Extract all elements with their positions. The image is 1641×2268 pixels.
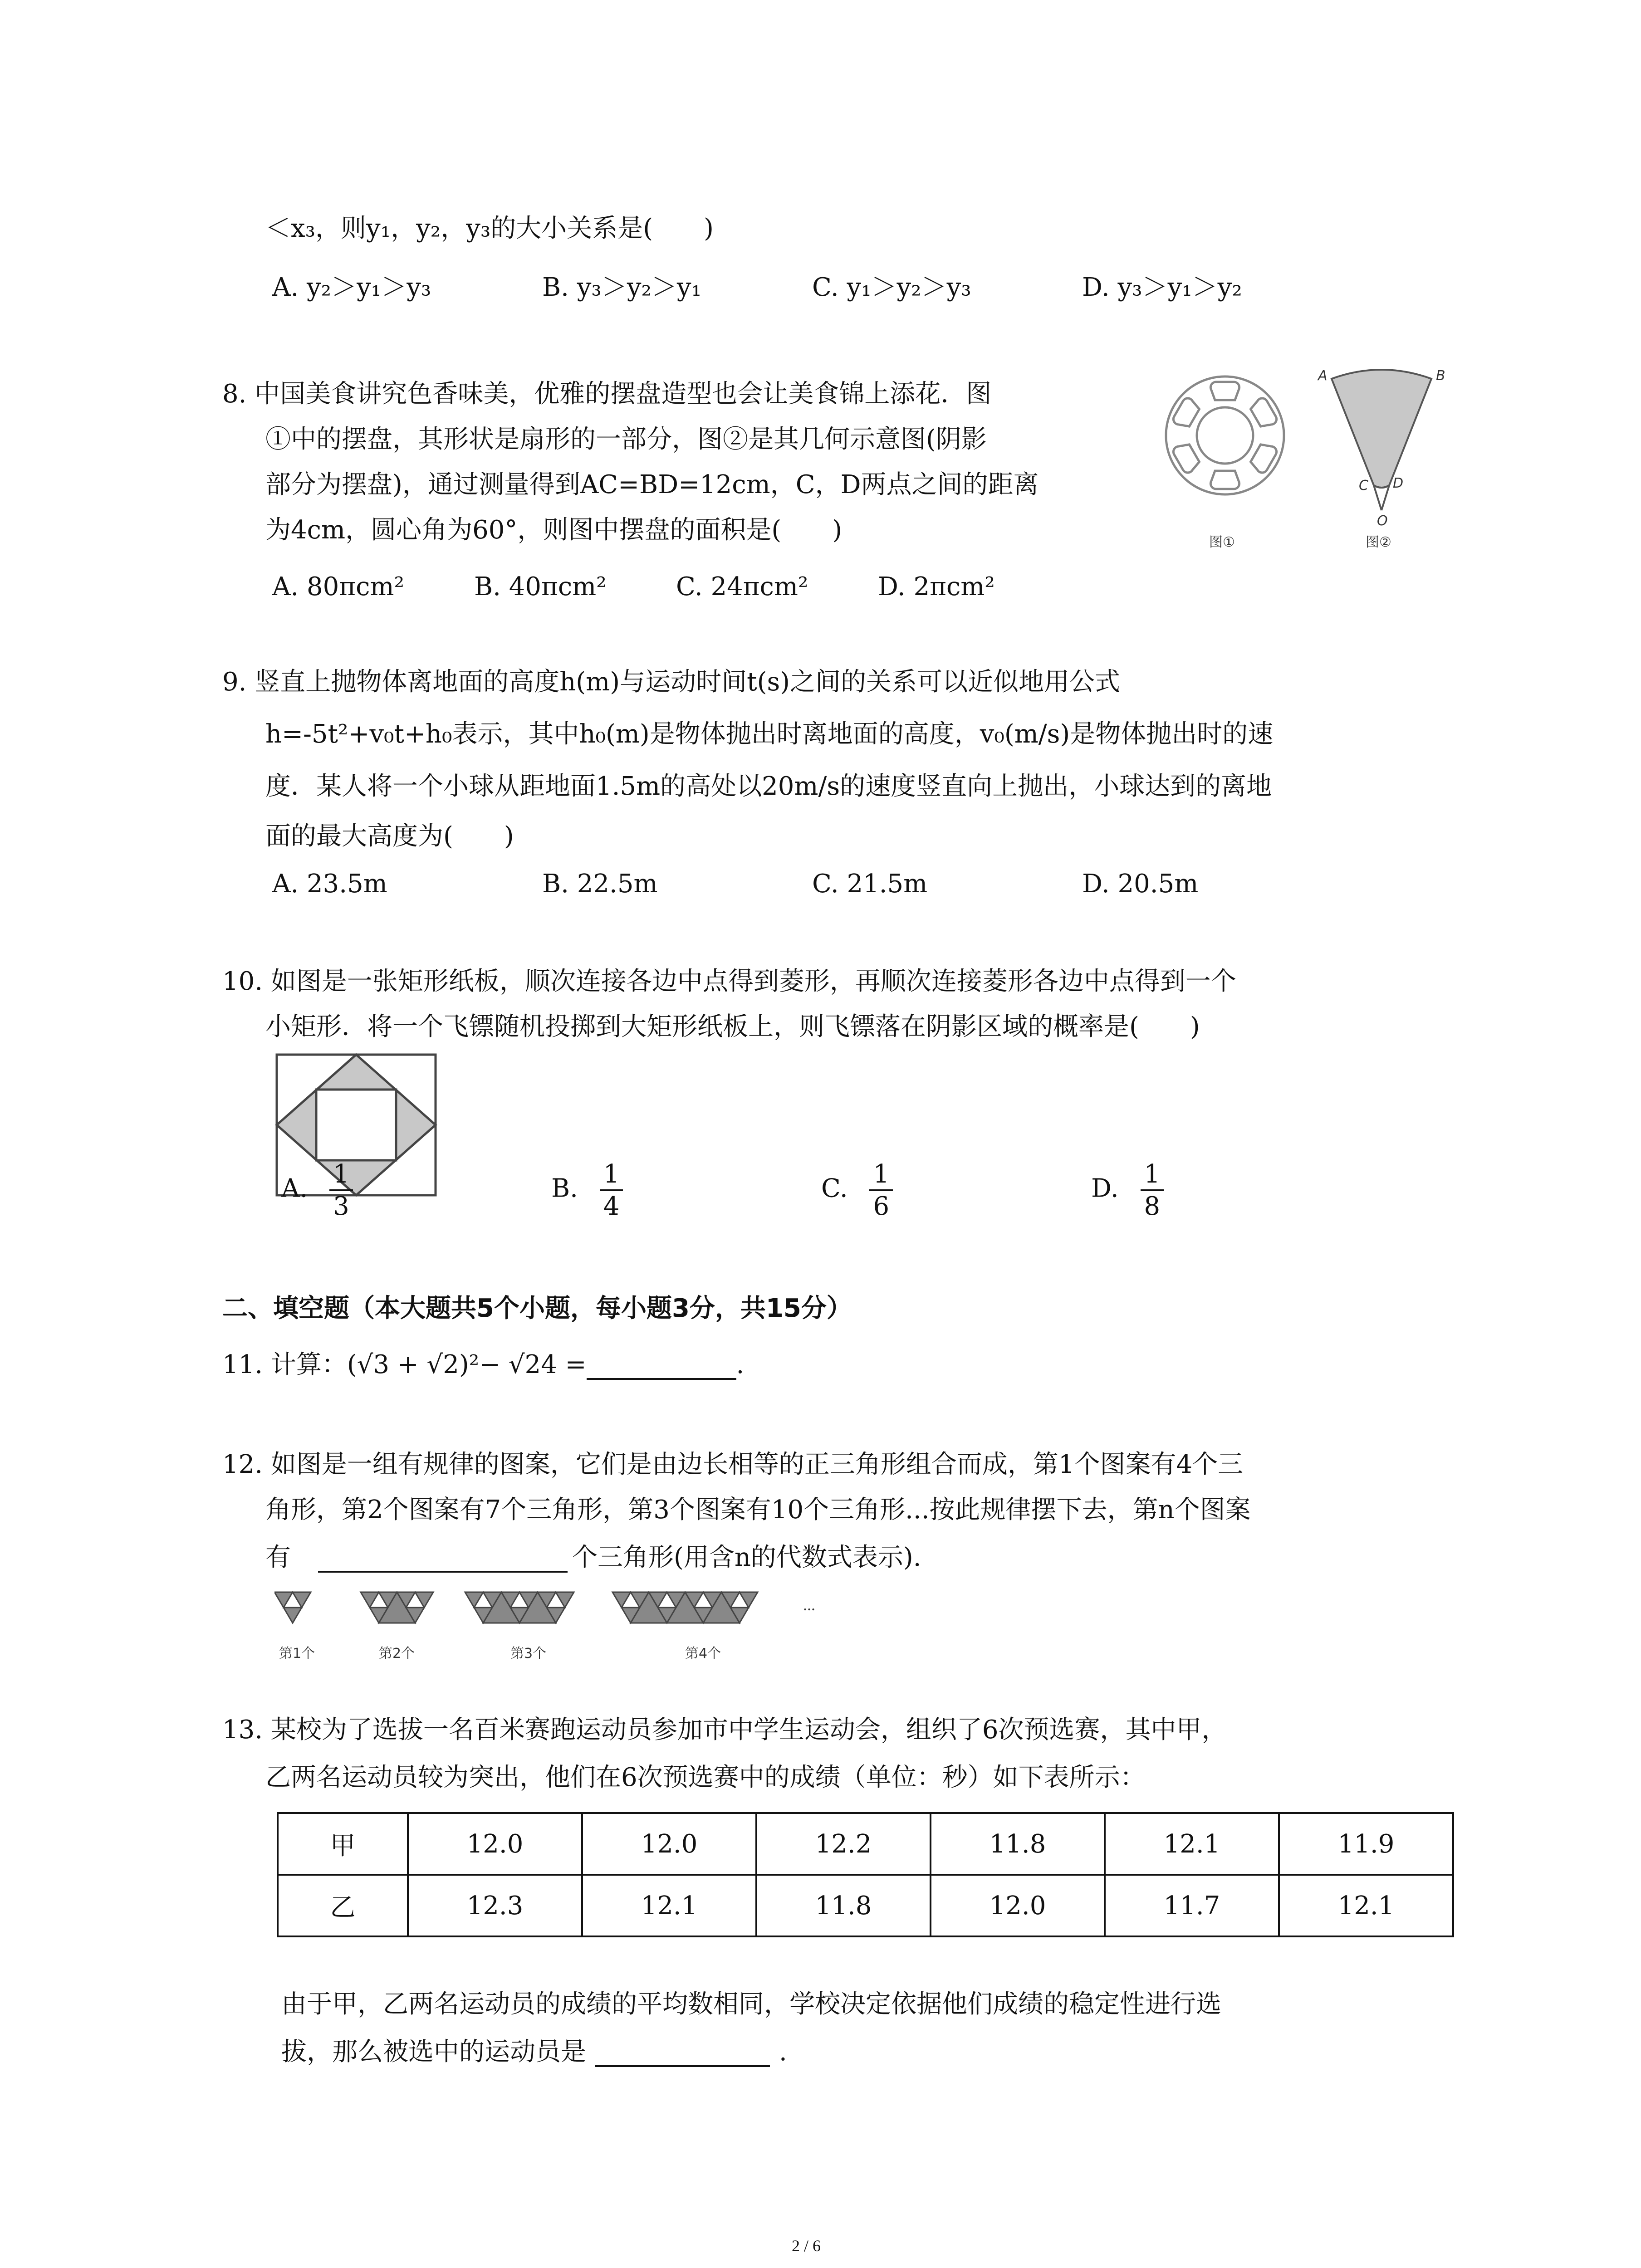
page-number: 2 / 6 [792, 2237, 821, 2255]
q8-option-d: D. 2πcm² [878, 572, 995, 601]
table-cell: 11.8 [756, 1875, 931, 1936]
q7-option-c: C. y₁＞y₂＞y₃ [812, 273, 971, 302]
table-cell: 11.9 [1279, 1813, 1453, 1875]
q12-line-2: 角形，第2个图案有7个三角形，第3个图案有10个三角形...按此规律摆下去，第n个图案 [265, 1495, 1251, 1525]
table-cell: 甲 [278, 1813, 408, 1875]
q13-line-1: 13. 某校为了选拔一名百米赛跑运动员参加市中学生运动会，组织了6次预选赛，其中甲， [222, 1715, 1227, 1745]
q7-option-a: A. y₂＞y₁＞y₃ [272, 273, 431, 302]
label-a: A [1318, 368, 1327, 384]
q8-figure [1152, 358, 1479, 558]
pattern-2-label: 第2个 [379, 1646, 415, 1662]
q7-continuation: ＜x₃，则y₁，y₂，y₃的大小关系是( ) [265, 214, 714, 243]
table-cell: 乙 [278, 1875, 408, 1936]
q8-option-a: A. 80πcm² [272, 572, 405, 601]
q8-line-2: ①中的摆盘，其形状是扇形的一部分，图②是其几何示意图(阴影 [265, 425, 987, 454]
q8-line-3: 部分为摆盘)，通过测量得到AC=BD=12cm，C，D两点之间的距离 [265, 470, 1039, 499]
q10-option-b: B. $\frac{1}{4}$ [551, 1159, 623, 1222]
q9-line-2: h=-5t²+v₀t+h₀表示，其中h₀(m)是物体抛出时离地面的高度，v₀(m/s)是物体抛出时的速 [265, 719, 1274, 749]
section-heading: 二、填空题（本大题共5个小题，每小题3分，共15分） [222, 1294, 852, 1323]
q13-after-line-2: 拔，那么被选中的运动员是 . [281, 2037, 787, 2067]
table-row [278, 1875, 1453, 1936]
table-cell: 12.1 [1279, 1875, 1453, 1936]
pattern-1-label: 第1个 [279, 1646, 315, 1662]
table-row [278, 1813, 1453, 1875]
q10-option-d: D. $\frac{1}{8}$ [1091, 1159, 1164, 1222]
q13-answer-blank[interactable] [595, 2040, 770, 2067]
q12-figure [274, 1583, 837, 1669]
sector-figure [1332, 370, 1431, 510]
q9-option-d: D. 20.5m [1082, 869, 1199, 899]
q8-option-c: C. 24πcm² [676, 572, 808, 601]
q13-after-line-1: 由于甲，乙两名运动员的成绩的平均数相同，学校决定依据他们成绩的稳定性进行选 [281, 1989, 1221, 2019]
table-cell: 12.0 [931, 1875, 1105, 1936]
q13-line-2: 乙两名运动员较为突出，他们在6次预选赛中的成绩（单位：秒）如下表所示： [265, 1763, 1146, 1792]
table-cell: 12.0 [582, 1813, 756, 1875]
q7-option-b: B. y₃＞y₂＞y₁ [542, 273, 702, 302]
label-o: O [1377, 513, 1388, 529]
q12-line-1: 12. 如图是一组有规律的图案，它们是由边长相等的正三角形组合而成，第1个图案有4个三 [222, 1450, 1244, 1479]
q10-line-2: 小矩形．将一个飞镖随机投掷到大矩形纸板上，则飞镖落在阴影区域的概率是( ) [265, 1012, 1200, 1041]
q9-option-b: B. 22.5m [542, 869, 658, 899]
fig1-caption: 图① [1209, 534, 1235, 550]
q11-answer-blank[interactable] [587, 1353, 736, 1380]
q8-option-b: B. 40πcm² [474, 572, 607, 601]
pattern-4 [612, 1592, 758, 1623]
q10-option-a: A. $\frac{1}{3}$ [281, 1159, 353, 1222]
q9-option-a: A. 23.5m [272, 869, 387, 899]
table-cell: 11.8 [931, 1813, 1105, 1875]
pattern-2 [361, 1592, 433, 1623]
table-cell: 12.2 [756, 1813, 931, 1875]
pattern-1 [274, 1592, 311, 1623]
pattern-ellipsis: ... [803, 1596, 815, 1614]
q8-line-4: 为4cm，圆心角为60°，则图中摆盘的面积是( ) [265, 515, 843, 545]
plate-figure [1166, 376, 1284, 494]
q12-answer-blank[interactable] [318, 1545, 568, 1573]
table-cell: 12.3 [408, 1875, 582, 1936]
pattern-4-label: 第4个 [685, 1646, 721, 1662]
label-d: D [1393, 475, 1404, 491]
q9-line-4: 面的最大高度为( ) [265, 821, 514, 851]
table-cell: 12.0 [408, 1813, 582, 1875]
pattern-3-label: 第3个 [510, 1646, 547, 1662]
q9-line-3: 度．某人将一个小球从距地面1.5m的高处以20m/s的速度竖直向上抛出，小球达到的离地 [265, 772, 1272, 801]
table-cell: 12.1 [1105, 1813, 1279, 1875]
q10-line-1: 10. 如图是一张矩形纸板，顺次连接各边中点得到菱形，再顺次连接菱形各边中点得到一个 [222, 967, 1236, 996]
fig2-caption: 图② [1366, 534, 1391, 550]
table-cell: 12.1 [582, 1875, 756, 1936]
label-c: C [1359, 478, 1368, 494]
q9-option-c: C. 21.5m [812, 869, 928, 899]
pattern-3 [465, 1592, 574, 1623]
q12-line-3: 有 个三角形(用含n的代数式表示). [265, 1543, 921, 1572]
q11-line: 11. 计算：(√3 + √2)²− √24 = . [222, 1350, 745, 1379]
table-cell: 11.7 [1105, 1875, 1279, 1936]
q7-option-d: D. y₃＞y₁＞y₂ [1082, 273, 1242, 302]
q9-line-1: 9. 竖直上抛物体离地面的高度h(m)与运动时间t(s)之间的关系可以近似地用公式 [222, 667, 1121, 697]
q10-option-c: C. $\frac{1}{6}$ [821, 1159, 893, 1222]
label-b: B [1436, 368, 1445, 384]
scores-table [277, 1812, 1454, 1937]
q8-line-1: 8. 中国美食讲究色香味美，优雅的摆盘造型也会让美食锦上添花．图 [222, 379, 992, 409]
